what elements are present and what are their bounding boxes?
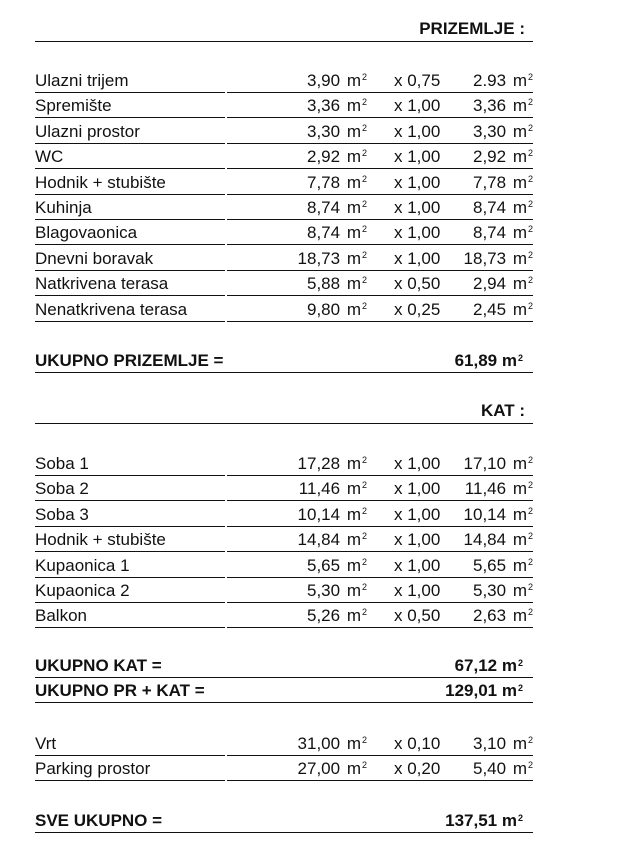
row-total: 5,30 $m^2$ <box>447 578 533 603</box>
row-name: WC <box>35 144 225 169</box>
summary-value: 137,51 $m^2$ <box>445 811 523 830</box>
row-name: Natkrivena terasa <box>35 271 225 296</box>
table-row <box>35 578 533 603</box>
row-area: 3,36 $m^2$ <box>227 93 367 118</box>
row-name: Ulazni trijem <box>35 68 225 93</box>
row-coefficient: x 0,50 <box>367 271 447 296</box>
row-total: 3,10 $m^2$ <box>447 731 533 756</box>
row-total: 2,92 $m^2$ <box>447 144 533 169</box>
summary-label: UKUPNO PRIZEMLJE = <box>35 349 235 373</box>
row-coefficient: x 0,20 <box>367 756 447 781</box>
row-area: 8,74 $m^2$ <box>227 220 367 245</box>
summary-label: UKUPNO PR + KAT = <box>35 679 235 703</box>
table-row <box>35 170 533 195</box>
summary-kat <box>35 654 533 678</box>
table-row <box>35 68 533 93</box>
row-area: 5,88 $m^2$ <box>227 271 367 296</box>
row-name: Kuhinja <box>35 195 225 220</box>
row-coefficient: x 1,00 <box>367 476 447 501</box>
row-coefficient: x 0,10 <box>367 731 447 756</box>
row-total: 2,63 $m^2$ <box>447 603 533 628</box>
row-area: 31,00 $m^2$ <box>227 731 367 756</box>
summary-value: 129,01 $m^2$ <box>445 681 523 700</box>
row-name: Dnevni boravak <box>35 246 225 271</box>
row-coefficient: x 1,00 <box>367 527 447 552</box>
table-row <box>35 553 533 578</box>
row-total: 8,74 $m^2$ <box>447 195 533 220</box>
row-coefficient: x 1,00 <box>367 502 447 527</box>
row-name: Parking prostor <box>35 756 225 781</box>
row-total: 17,10 $m^2$ <box>447 451 533 476</box>
row-name: Hodnik + stubište <box>35 170 225 195</box>
row-coefficient: x 1,00 <box>367 578 447 603</box>
summary-value: 61,89 $m^2$ <box>454 351 523 370</box>
section-heading-kat: KAT : <box>35 402 533 424</box>
row-coefficient: x 0,75 <box>367 68 447 93</box>
row-total: 2,45 $m^2$ <box>447 297 533 322</box>
table-row <box>35 451 533 476</box>
table-row <box>35 297 533 322</box>
row-total: 11,46 $m^2$ <box>447 476 533 501</box>
table-row <box>35 195 533 220</box>
summary-grand-total <box>35 809 533 833</box>
row-total: 7,78 $m^2$ <box>447 170 533 195</box>
row-name: Balkon <box>35 603 225 628</box>
table-row <box>35 502 533 527</box>
row-name: Nenatkrivena terasa <box>35 297 225 322</box>
row-total: 3,36 $m^2$ <box>447 93 533 118</box>
row-total: 8,74 $m^2$ <box>447 220 533 245</box>
row-area: 11,46 $m^2$ <box>227 476 367 501</box>
row-total: 2,94 $m^2$ <box>447 271 533 296</box>
row-area: 27,00 $m^2$ <box>227 756 367 781</box>
section-heading-prizemlje: PRIZEMLJE : <box>35 20 533 42</box>
table-row <box>35 119 533 144</box>
row-coefficient: x 0,50 <box>367 603 447 628</box>
row-name: Soba 1 <box>35 451 225 476</box>
summary-label: SVE UKUPNO = <box>35 809 235 833</box>
row-total: 18,73 $m^2$ <box>447 246 533 271</box>
row-total: 5,40 $m^2$ <box>447 756 533 781</box>
table-row <box>35 731 533 756</box>
summary-pr-kat <box>35 679 533 703</box>
row-area: 7,78 $m^2$ <box>227 170 367 195</box>
row-area: 2,92 $m^2$ <box>227 144 367 169</box>
row-area: 10,14 $m^2$ <box>227 502 367 527</box>
row-area: 5,30 $m^2$ <box>227 578 367 603</box>
table-row <box>35 271 533 296</box>
row-name: Blagovaonica <box>35 220 225 245</box>
row-area: 17,28 $m^2$ <box>227 451 367 476</box>
row-total: 3,30 $m^2$ <box>447 119 533 144</box>
row-coefficient: x 1,00 <box>367 170 447 195</box>
row-coefficient: x 1,00 <box>367 553 447 578</box>
row-name: Hodnik + stubište <box>35 527 225 552</box>
table-row <box>35 476 533 501</box>
row-area: 5,26 $m^2$ <box>227 603 367 628</box>
row-name: Kupaonica 2 <box>35 578 225 603</box>
row-name: Soba 2 <box>35 476 225 501</box>
table-row <box>35 144 533 169</box>
row-coefficient: x 1,00 <box>367 119 447 144</box>
row-coefficient: x 1,00 <box>367 93 447 118</box>
table-row <box>35 603 533 628</box>
row-coefficient: x 1,00 <box>367 220 447 245</box>
table-row <box>35 93 533 118</box>
summary-value: 67,12 $m^2$ <box>454 656 523 675</box>
row-total: 14,84 $m^2$ <box>447 527 533 552</box>
row-total: 5,65 $m^2$ <box>447 553 533 578</box>
row-coefficient: x 0,25 <box>367 297 447 322</box>
row-name: Vrt <box>35 731 225 756</box>
table-row <box>35 527 533 552</box>
row-name: Spremište <box>35 93 225 118</box>
summary-label: UKUPNO KAT = <box>35 654 235 678</box>
row-coefficient: x 1,00 <box>367 195 447 220</box>
row-coefficient: x 1,00 <box>367 246 447 271</box>
table-row <box>35 756 533 781</box>
table-row <box>35 220 533 245</box>
row-area: 5,65 $m^2$ <box>227 553 367 578</box>
row-area: 14,84 $m^2$ <box>227 527 367 552</box>
row-name: Soba 3 <box>35 502 225 527</box>
summary-prizemlje <box>35 349 533 373</box>
row-total: 10,14 $m^2$ <box>447 502 533 527</box>
row-area: 3,90 $m^2$ <box>227 68 367 93</box>
row-name: Kupaonica 1 <box>35 553 225 578</box>
row-name: Ulazni prostor <box>35 119 225 144</box>
row-area: 18,73 $m^2$ <box>227 246 367 271</box>
table-row <box>35 246 533 271</box>
row-area: 8,74 $m^2$ <box>227 195 367 220</box>
row-coefficient: x 1,00 <box>367 144 447 169</box>
row-total: 2.93 $m^2$ <box>447 68 533 93</box>
row-coefficient: x 1,00 <box>367 451 447 476</box>
row-area: 3,30 $m^2$ <box>227 119 367 144</box>
row-area: 9,80 $m^2$ <box>227 297 367 322</box>
